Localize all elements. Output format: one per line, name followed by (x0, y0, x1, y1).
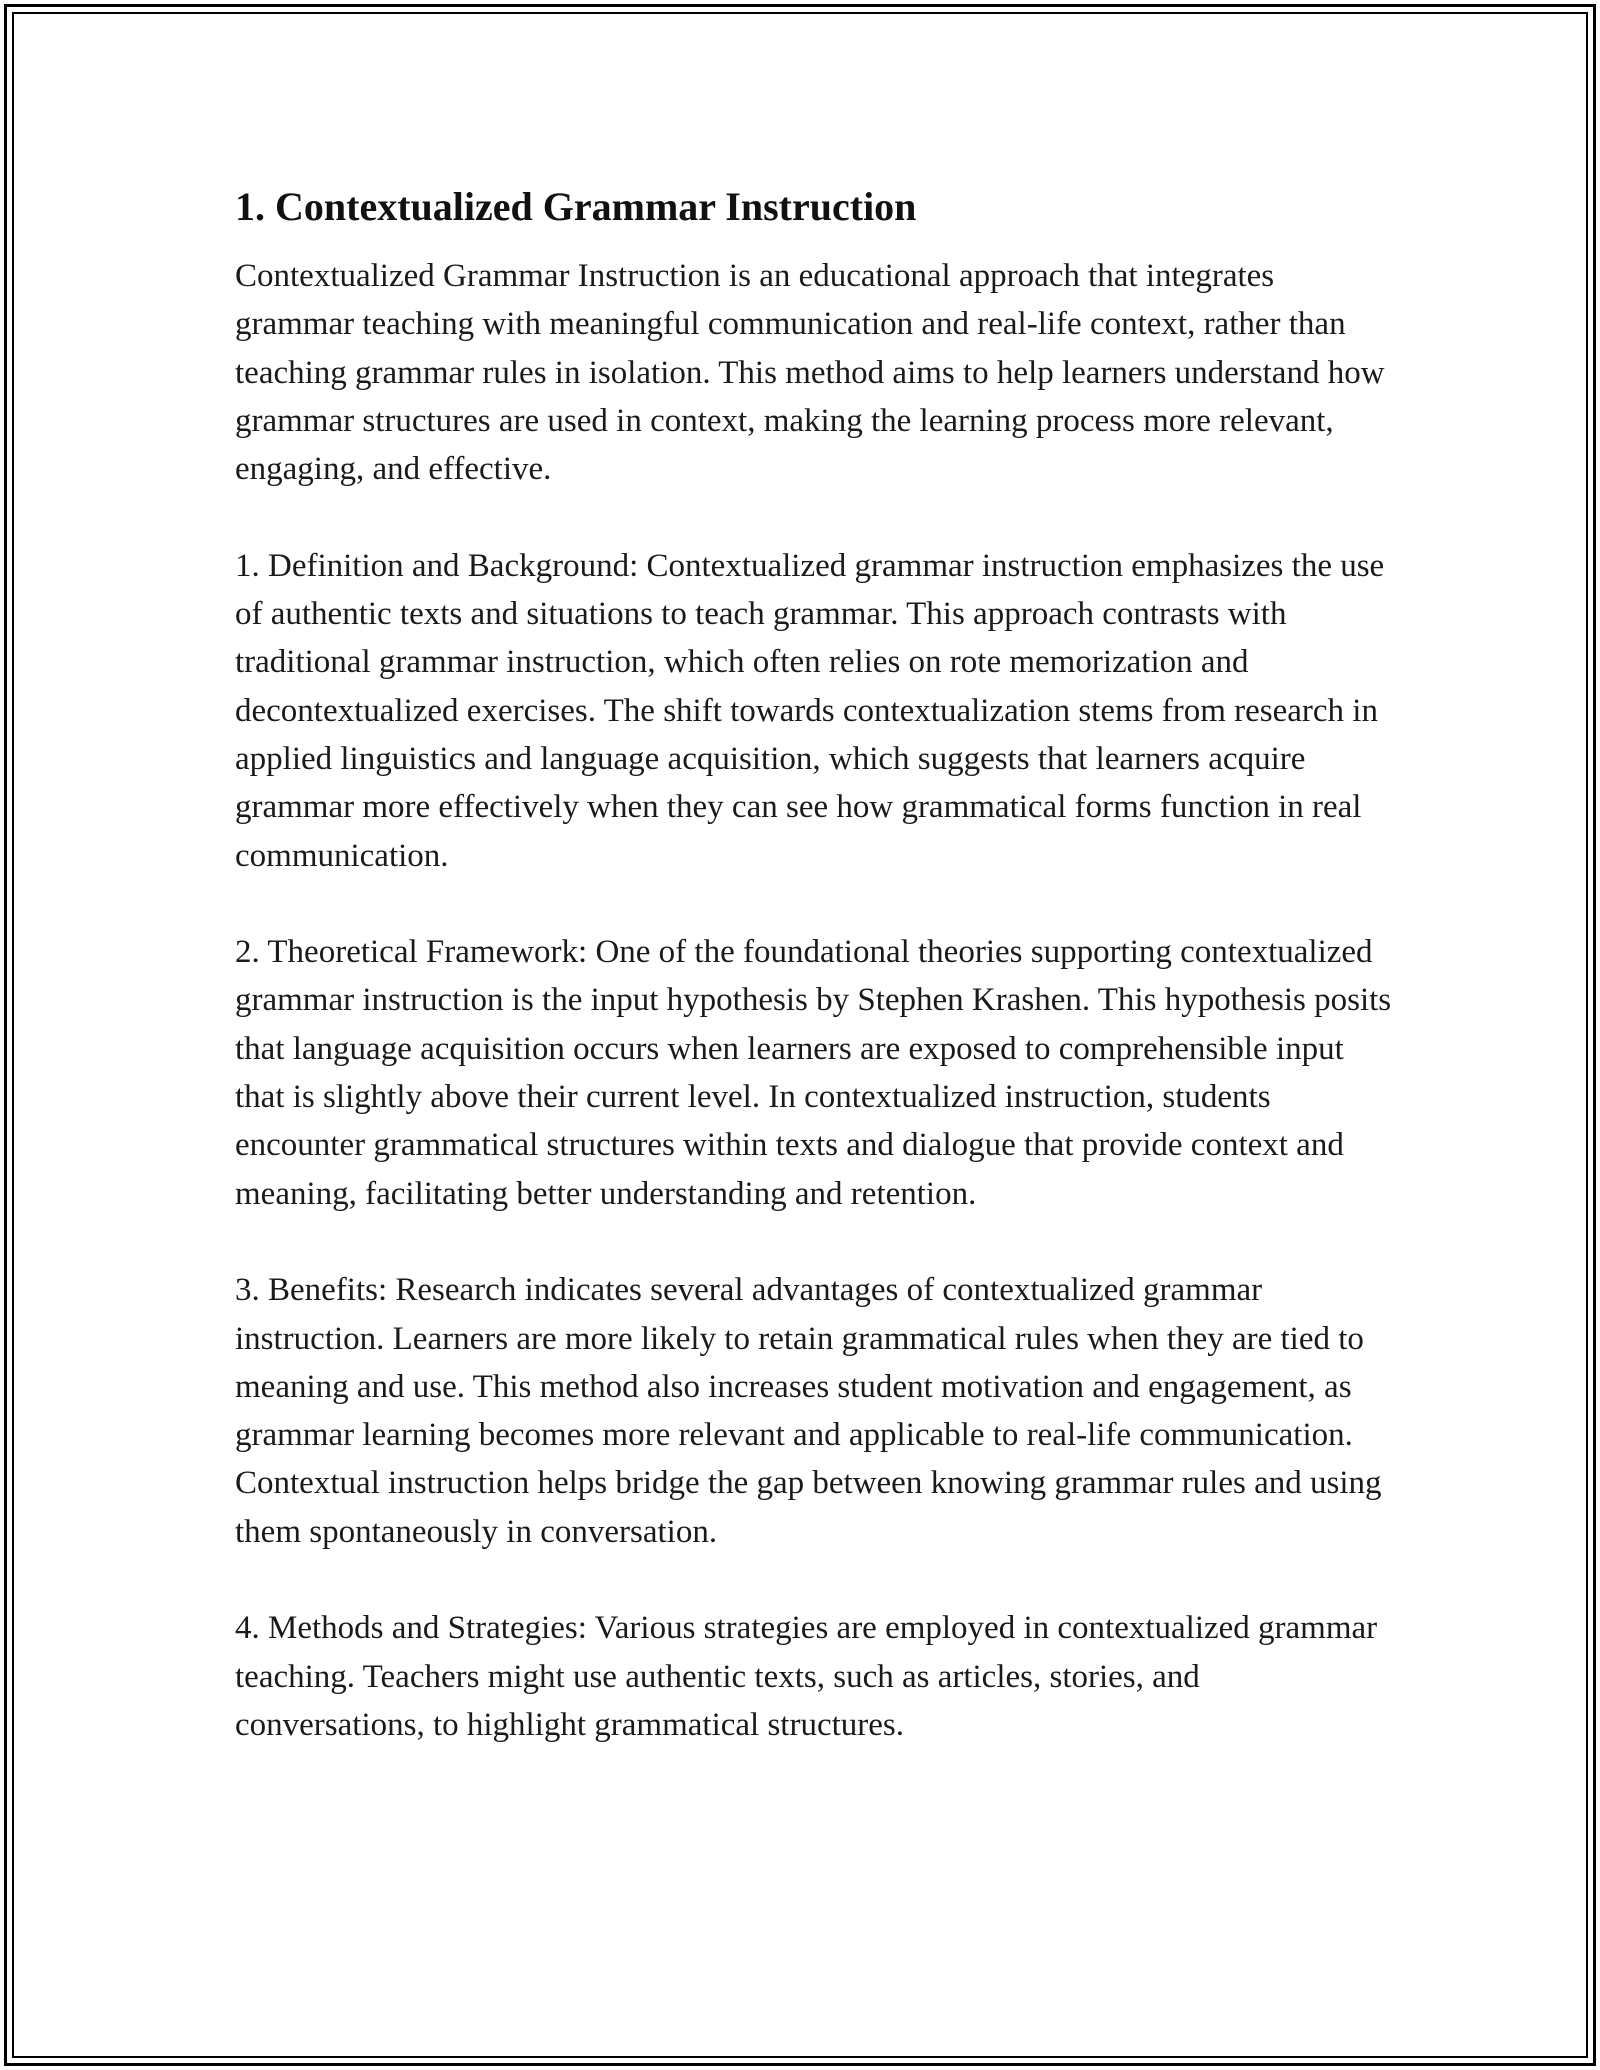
document-body (235, 180, 1395, 1798)
methods-paragraph: 4. Methods and Strategies: Various strategies are employed in contextualized grammar teaching. Teachers might use authentic texts, such as articles, stories, and conversations, to highlight grammatical structures. (235, 1610, 1378, 1743)
intro-paragraph: Contextualized Grammar Instruction is an educational approach that integrates grammar teaching with meaningful communication and real-life context, rather than teaching grammar rules in isolation. This method aims to help learners understand how grammar structures are used in context, making the learning process more relevant, engaging, and effective. (235, 258, 1385, 488)
section-heading: 1. Contextualized Grammar Instruction (235, 184, 917, 229)
definition-paragraph: 1. Definition and Background: Contextualized grammar instruction emphasizes the use of authentic texts and situations to teach grammar. This approach contrasts with traditional grammar instruction, which often relies on rote memorization and decontextualized exercises. The shift towards contextualization stems from research in applied linguistics and language acquisition, which suggests that learners acquire grammar more effectively when they can see how grammatical forms function in real communication. (235, 547, 1385, 874)
benefits-paragraph: 3. Benefits: Research indicates several advantages of contextualized grammar instruction. Learners are more likely to retain grammatical rules when they are tied to meaning and use. This method also increases student motivation and engagement, as grammar learning becomes more relevant and applicable to real-life communication. Contextual instruction helps bridge the gap between knowing grammar rules and using them spontaneously in conversation. (235, 1272, 1382, 1550)
framework-paragraph: 2. Theoretical Framework: One of the foundational theories supporting contextualized grammar instruction is the input hypothesis by Stephen Krashen. This hypothesis posits that language acquisition occurs when learners are exposed to comprehensible input that is slightly above their current level. In contextualized instruction, students encounter grammatical structures within texts and dialogue that provide context and meaning, facilitating better understanding and retention. (235, 934, 1392, 1212)
